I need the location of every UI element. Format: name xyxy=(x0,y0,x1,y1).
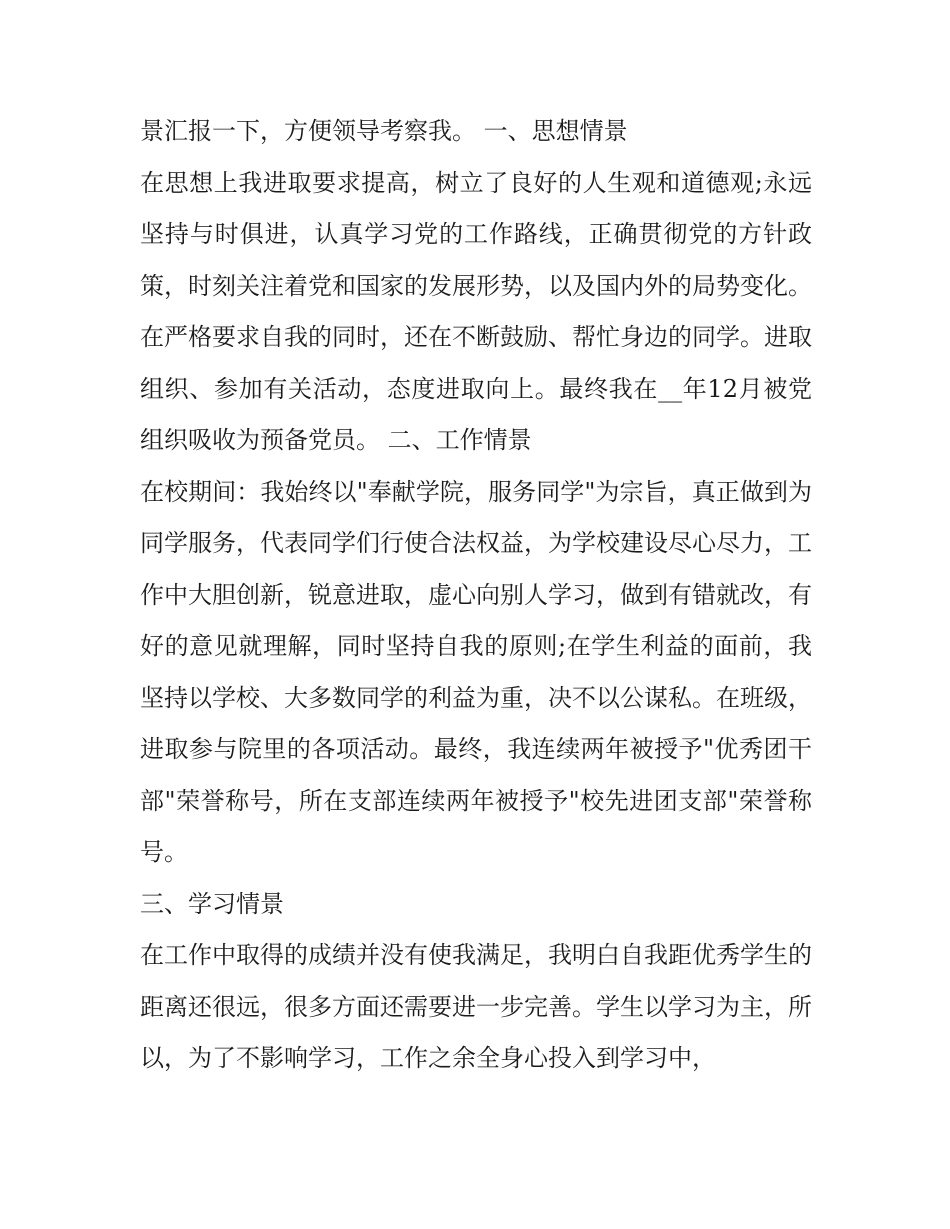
document-body xyxy=(140,106,812,1085)
paragraph-study-content: 在工作中取得的成绩并没有使我满足，我明白自我距优秀学生的距离还很远，很多方面还需要进一步完善。学生以学习为主，所以，为了不影响学习，工作之余全身心投入到学习中， xyxy=(140,941,812,1072)
paragraph-thought-intro: 景汇报一下，方便领导考察我。 一、思想情景 xyxy=(140,117,628,145)
paragraph-party-membership: 在严格要求自我的同时，还在不断鼓励、帮忙身边的同学。进取组织、参加有关活动，态度进取向上。最终我在__年12月被党组织吸收为预备党员。 二、工作情景 xyxy=(140,323,812,454)
paragraph-thought-content: 在思想上我进取要求提高，树立了良好的人生观和道德观;永远坚持与时俱进，认真学习党的工作路线，正确贯彻党的方针政策，时刻关注着党和国家的发展形势，以及国内外的局势变化。 xyxy=(140,168,812,300)
paragraph-work-content: 在校期间：我始终以"奉献学院，服务同学"为宗旨，真正做到为同学服务，代表同学们行使合法权益，为学校建设尽心尽力，工作中大胆创新，锐意进取，虚心向别人学习，做到有错就改，有好的意见就理解，同时坚持自我的原则;在学生利益的面前，我坚持以学校、大多数同学的利益为重，决不以公谋私。在班级，进取参与院里的各项活动。最终，我连续两年被授予"优秀团干部"荣誉称号，所在支部连续两年被授予"校先进团支部"荣誉称号。 xyxy=(140,477,812,866)
section-heading-study: 三、学习情景 xyxy=(140,889,284,918)
